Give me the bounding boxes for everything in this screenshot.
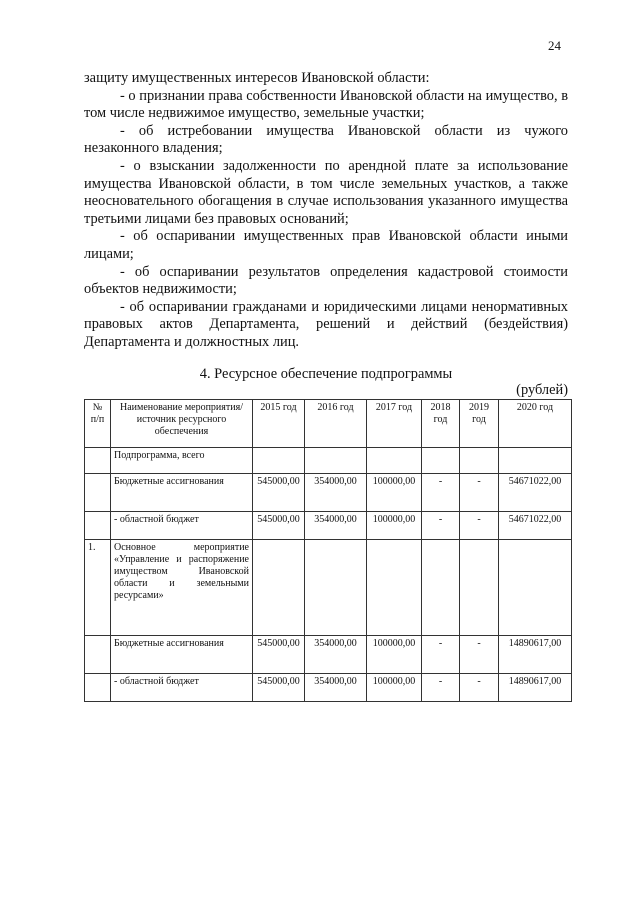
cell-2020: 14890617,00 — [499, 674, 572, 702]
cell-2017: 100000,00 — [367, 512, 422, 540]
header-2019: 2019 год — [460, 400, 499, 448]
table-row — [85, 448, 572, 474]
paragraph: - о признании права собственности Ивановской области на имущество, в том числе недвижимое имущество, земельные участки; — [84, 87, 568, 122]
section-title: 4. Ресурсное обеспечение подпрограммы — [199, 366, 453, 382]
table-row — [85, 540, 572, 636]
header-name: Наименование мероприятия/источник ресурсного обеспечения — [111, 400, 253, 448]
cell-name: Бюджетные ассигнования — [111, 474, 253, 512]
cell-2015 — [253, 448, 305, 474]
cell-2020: 14890617,00 — [499, 636, 572, 674]
header-2015: 2015 год — [253, 400, 305, 448]
cell-2015: 545000,00 — [253, 636, 305, 674]
cell-2019: - — [460, 512, 499, 540]
page-number: 24 — [548, 38, 561, 53]
cell-name: Основное мероприятие «Управление и распоряжение имуществом Ивановской области и земельными ресурсами» — [111, 540, 253, 636]
cell-num: 1. — [85, 540, 111, 636]
paragraph: - об истребовании имущества Ивановской области из чужого незаконного владения; — [84, 122, 568, 157]
cell-2015: 545000,00 — [253, 674, 305, 702]
cell-2016: 354000,00 — [305, 636, 367, 674]
header-2017: 2017 год — [367, 400, 422, 448]
cell-2017: 100000,00 — [367, 474, 422, 512]
cell-2019: - — [460, 674, 499, 702]
header-2016: 2016 год — [305, 400, 367, 448]
cell-2016: 354000,00 — [305, 512, 367, 540]
cell-2018: - — [422, 512, 460, 540]
paragraph: защиту имущественных интересов Ивановской области: — [84, 70, 430, 86]
cell-2018 — [422, 540, 460, 636]
units-label: (рублей) — [516, 382, 568, 398]
table-header-row — [85, 400, 572, 448]
paragraph: - о взыскании задолженности по арендной плате за использование имущества Ивановской области, в том числе земельных участков, а также неосновательного обогащения в случае использования указанного имущества третьими лицами без правовых оснований; — [84, 157, 568, 227]
cell-2019: - — [460, 474, 499, 512]
cell-num — [85, 674, 111, 702]
cell-2020 — [499, 448, 572, 474]
cell-2018: - — [422, 474, 460, 512]
cell-2020 — [499, 540, 572, 636]
cell-2020: 54671022,00 — [499, 474, 572, 512]
cell-num — [85, 636, 111, 674]
cell-2017: 100000,00 — [367, 636, 422, 674]
header-num: № п/п — [85, 400, 111, 448]
cell-2016 — [305, 540, 367, 636]
cell-name: - областной бюджет — [111, 512, 253, 540]
cell-2019 — [460, 448, 499, 474]
table-row — [85, 636, 572, 674]
cell-2016: 354000,00 — [305, 474, 367, 512]
cell-2017 — [367, 540, 422, 636]
paragraph: - об оспаривании имущественных прав Ивановской области иными лицами; — [84, 228, 568, 262]
cell-2018: - — [422, 636, 460, 674]
cell-2015: 545000,00 — [253, 474, 305, 512]
paragraph: - об оспаривании результатов определения кадастровой стоимости объектов недвижимости; — [84, 263, 568, 298]
cell-name: Бюджетные ассигнования — [111, 636, 253, 674]
body-text — [84, 70, 568, 352]
cell-2019 — [460, 540, 499, 636]
header-2020: 2020 год — [499, 400, 572, 448]
cell-name: Подпрограмма, всего — [111, 448, 253, 474]
cell-2015 — [253, 540, 305, 636]
cell-name: - областной бюджет — [111, 674, 253, 702]
cell-2017 — [367, 448, 422, 474]
resource-table — [84, 399, 572, 702]
cell-2016: 354000,00 — [305, 674, 367, 702]
cell-2017: 100000,00 — [367, 674, 422, 702]
table-row — [85, 474, 572, 512]
header-2018: 2018 год — [422, 400, 460, 448]
cell-num — [85, 448, 111, 474]
cell-2020: 54671022,00 — [499, 512, 572, 540]
cell-2016 — [305, 448, 367, 474]
cell-2018 — [422, 448, 460, 474]
cell-num — [85, 512, 111, 540]
table-row — [85, 674, 572, 702]
cell-2018: - — [422, 674, 460, 702]
table-row — [85, 512, 572, 540]
cell-num — [85, 474, 111, 512]
cell-2015: 545000,00 — [253, 512, 305, 540]
paragraph: - об оспаривании гражданами и юридическими лицами ненормативных правовых актов Департамента, решений и действий (бездействия) Департамента и должностных лиц. — [84, 298, 568, 350]
cell-2019: - — [460, 636, 499, 674]
